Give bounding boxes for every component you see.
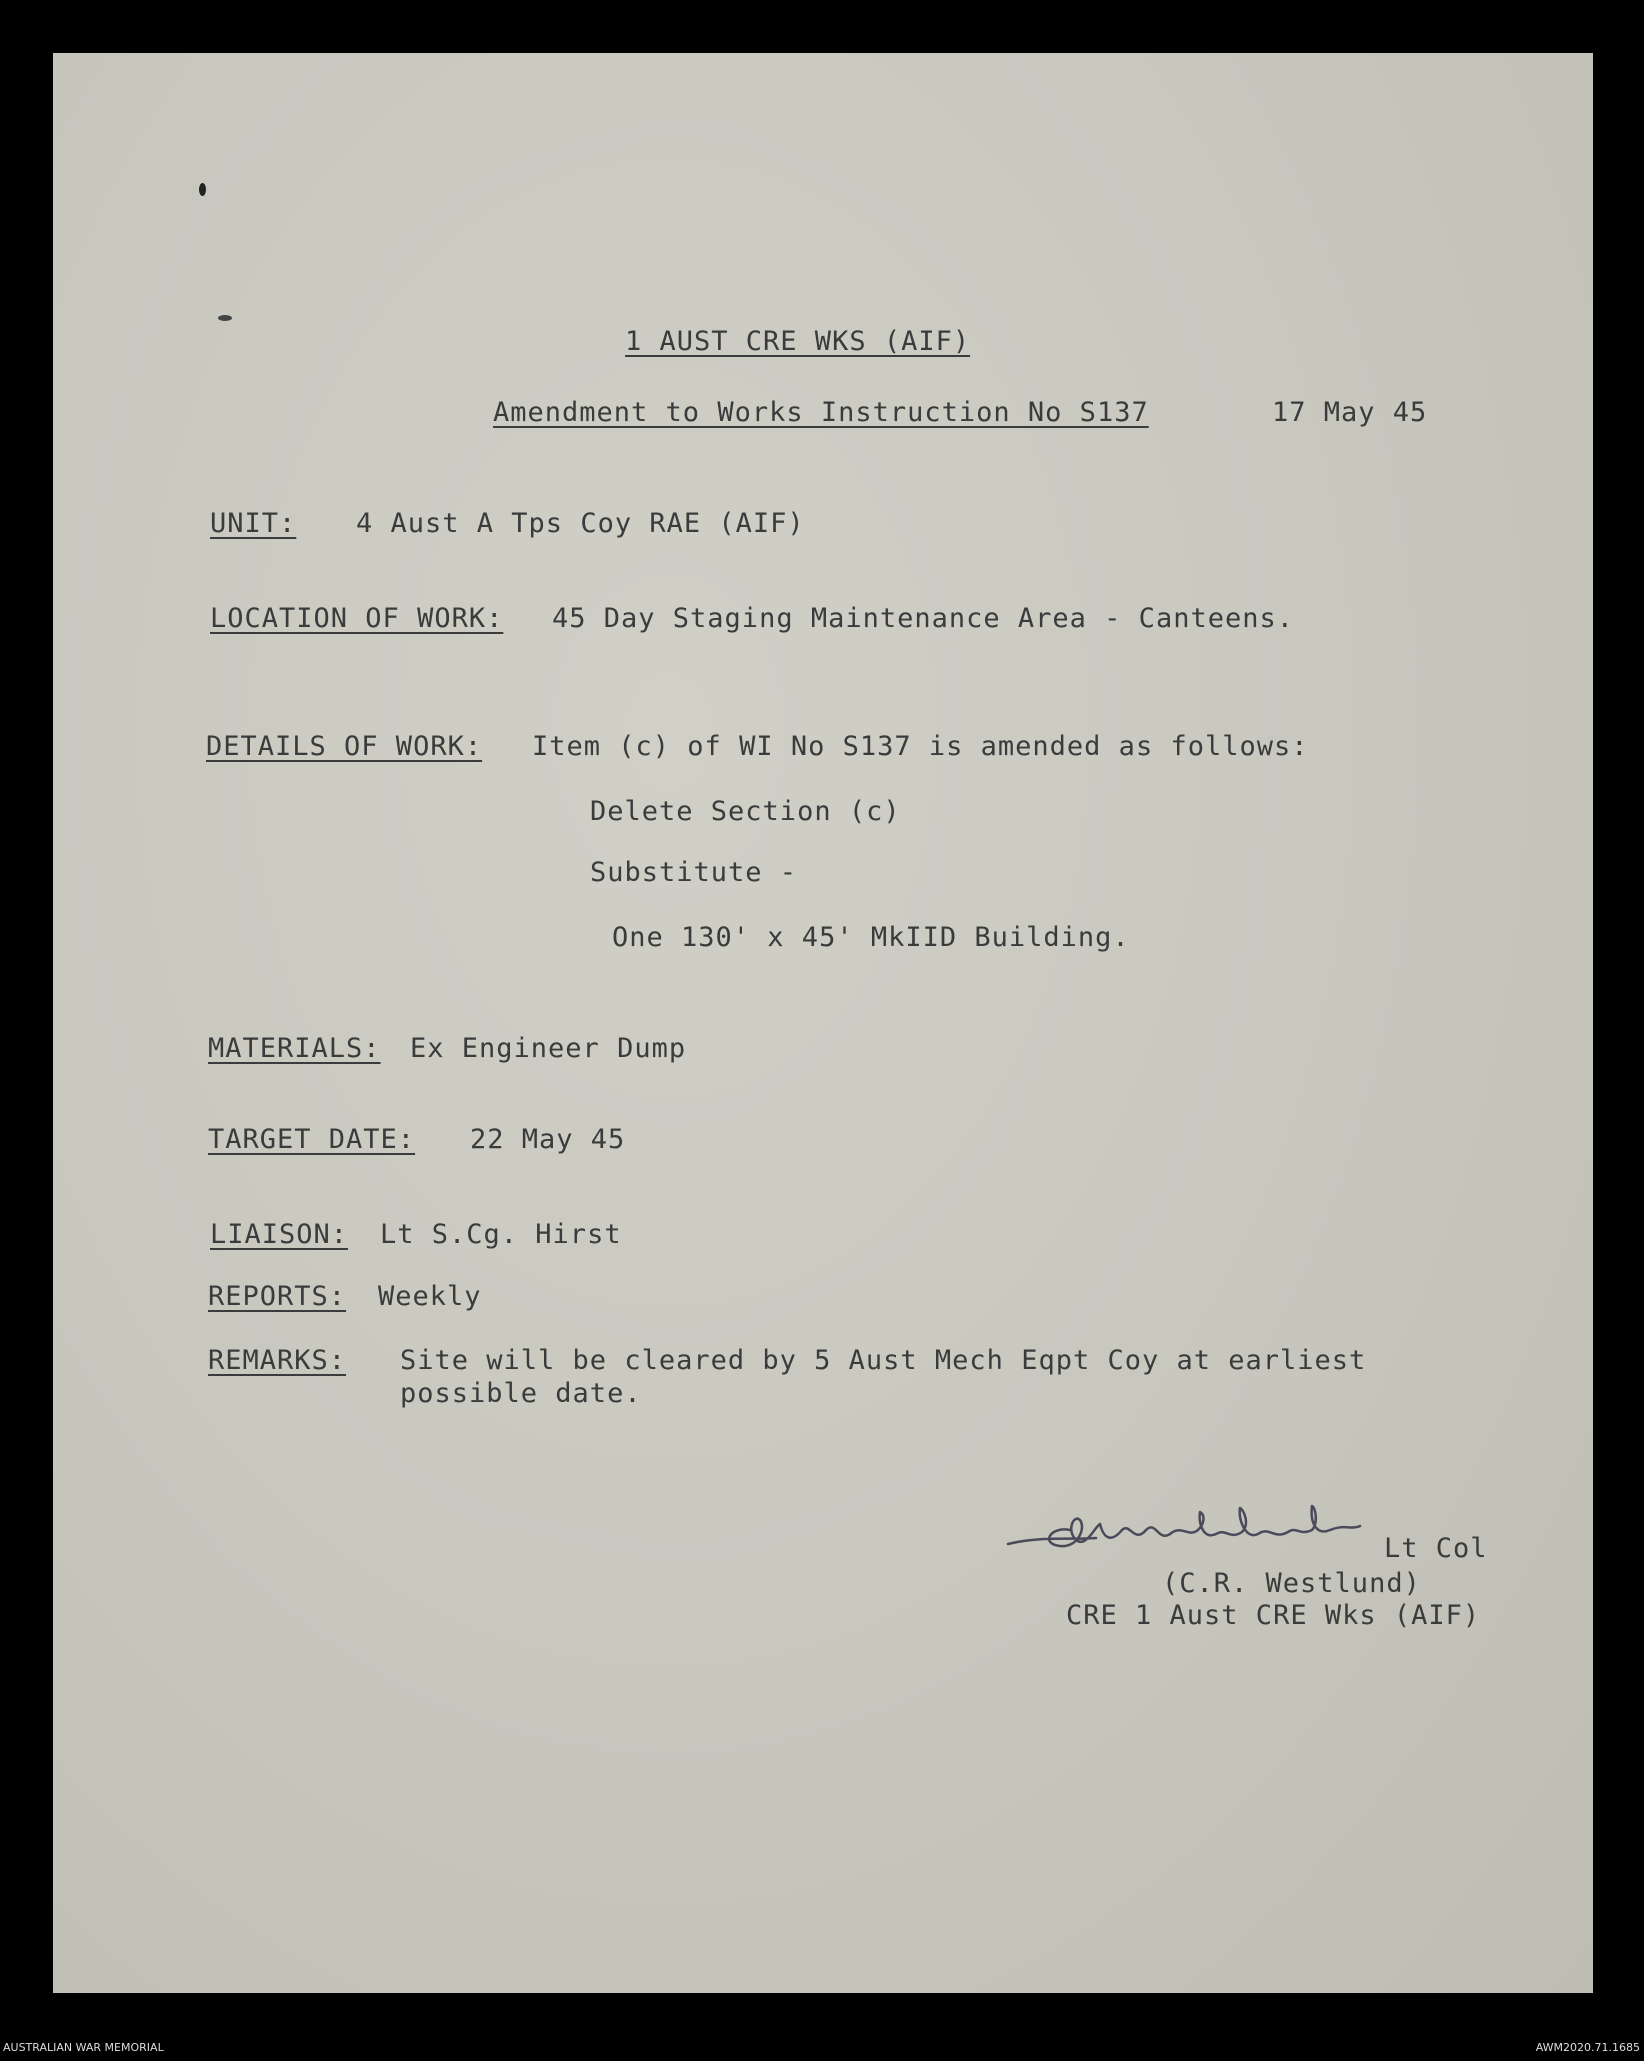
unit-label: UNIT: [210, 508, 297, 539]
handwritten-signature [1000, 1500, 1420, 1570]
liaison-value: Lt S.Cg. Hirst [380, 1219, 622, 1250]
materials-label: MATERIALS: [208, 1033, 381, 1064]
details-line: Delete Section (c) [590, 796, 901, 827]
paper-blemish [218, 315, 232, 321]
footer-institution: AUSTRALIAN WAR MEMORIAL [3, 2041, 164, 2054]
paper-blemish [199, 183, 206, 196]
reports-value: Weekly [378, 1281, 482, 1312]
signature-rank: Lt Col [1384, 1533, 1488, 1564]
signature-name: (C.R. Westlund) [1162, 1568, 1421, 1599]
document-heading: 1 AUST CRE WKS (AIF) [625, 326, 971, 357]
materials-value: Ex Engineer Dump [410, 1033, 687, 1064]
footer-accession: AWM2020.71.1685 [1535, 2041, 1640, 2054]
document-subheading: Amendment to Works Instruction No S137 [493, 397, 1149, 428]
location-label: LOCATION OF WORK: [210, 603, 504, 634]
details-line: Substitute - [590, 857, 798, 888]
signature-title: CRE 1 Aust CRE Wks (AIF) [1066, 1600, 1481, 1631]
remarks-label: REMARKS: [208, 1345, 347, 1376]
remarks-line: Site will be cleared by 5 Aust Mech Eqpt Coy at earliest [400, 1345, 1367, 1376]
details-label: DETAILS OF WORK: [206, 731, 483, 762]
unit-value: 4 Aust A Tps Coy RAE (AIF) [356, 508, 805, 539]
target-date-label: TARGET DATE: [208, 1124, 416, 1155]
reports-label: REPORTS: [208, 1281, 347, 1312]
liaison-label: LIAISON: [210, 1219, 349, 1250]
document-date: 17 May 45 [1272, 397, 1428, 428]
target-date-value: 22 May 45 [470, 1124, 626, 1155]
details-line: One 130' x 45' MkIID Building. [612, 922, 1130, 953]
remarks-line: possible date. [400, 1378, 642, 1409]
details-value: Item (c) of WI No S137 is amended as follows: [532, 731, 1309, 762]
location-value: 45 Day Staging Maintenance Area - Canteens. [552, 603, 1294, 634]
